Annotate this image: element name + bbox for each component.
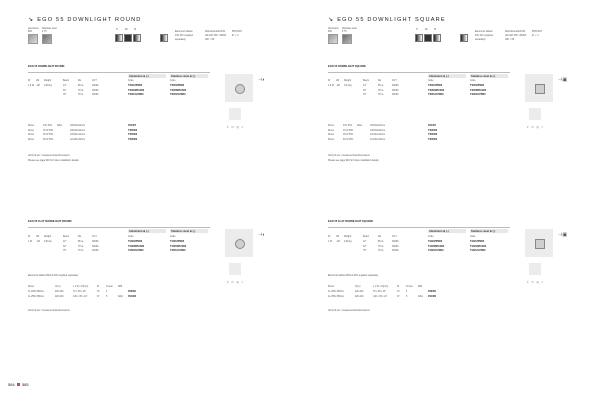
product-code: T4420ZLPW00 bbox=[428, 250, 444, 252]
table-cell: 76° bbox=[363, 94, 367, 96]
dimension-drawing-icon: ⊣▣ bbox=[558, 77, 568, 83]
column-header: Beam bbox=[63, 236, 70, 238]
finish-code: #09 bbox=[28, 31, 32, 33]
table-cell: 32° bbox=[363, 89, 367, 92]
table-cell: 3000K bbox=[92, 85, 99, 87]
table-cell: 3000K bbox=[392, 250, 399, 252]
spec-line: LW-LW/ 3W/ >3000K bbox=[505, 35, 527, 37]
column-header: Code bbox=[470, 80, 476, 82]
finish-header: Stainless steel ⊗ (-) bbox=[471, 229, 496, 233]
footnote: Please see page 940 for fixture installation details bbox=[28, 160, 79, 162]
column-header: W bbox=[28, 236, 31, 238]
column-header: Code bbox=[170, 236, 176, 238]
table-cell: 12° bbox=[63, 241, 67, 243]
driver-cell: 30 W PS1 bbox=[343, 134, 354, 136]
page-number-left: 584 bbox=[8, 382, 15, 387]
driver-cell: 1L 18W 350mA bbox=[328, 291, 344, 293]
driver-cell: 4 bbox=[406, 291, 408, 293]
table-cell: 78 ra bbox=[78, 245, 84, 248]
table-cell: 32° bbox=[63, 89, 67, 92]
table-cell: 78 ra bbox=[78, 94, 84, 96]
column-header: LM bbox=[336, 236, 340, 238]
page-title bbox=[328, 17, 446, 24]
column-header: CCT bbox=[92, 236, 97, 238]
finish-code: #09 bbox=[328, 31, 332, 33]
column-header: LM bbox=[336, 80, 340, 82]
fixture-shape bbox=[235, 239, 245, 249]
beam-diagram-icon bbox=[133, 34, 141, 42]
driver-cell: 15 bbox=[97, 291, 100, 293]
page-title-text: EGO 55 DOWNLIGHT ROUND bbox=[37, 17, 142, 23]
finish-swatch bbox=[28, 34, 38, 44]
product-code: T4030ZPW00 bbox=[470, 85, 485, 87]
footnote: Verify lit acc / measured total dimensions bbox=[28, 155, 70, 157]
product-code: T4000ZPW00 bbox=[170, 85, 185, 87]
beam-diagram-icon bbox=[424, 34, 432, 42]
dimension-drawing-icon: ⊣◐ bbox=[258, 232, 266, 238]
finish-header-bar bbox=[128, 74, 166, 78]
driver-code: ZS3081 bbox=[428, 291, 437, 293]
table-cell: 3000K bbox=[92, 94, 99, 96]
section-title: EGO 55 DOWNLIGHT SQUARE bbox=[328, 65, 366, 68]
finish-header-bar bbox=[170, 229, 208, 233]
product-photo bbox=[525, 74, 553, 102]
column-header: W bbox=[328, 80, 331, 82]
table-cell: 85 ra bbox=[378, 241, 384, 243]
spec-line: 24V DC/ supplied bbox=[175, 35, 193, 37]
beam-diagram-icon bbox=[124, 34, 132, 42]
driver-header: W bbox=[97, 286, 100, 288]
product-code: T4420ZPW00 bbox=[428, 241, 443, 243]
driver-cell: 24V PS1 bbox=[343, 125, 353, 127]
table-cell: 0,34 kg bbox=[344, 85, 352, 87]
beam-label: IM bbox=[125, 29, 128, 31]
driver-cell: Driver bbox=[328, 125, 335, 127]
column-header: CCT bbox=[392, 80, 397, 82]
column-header: Ra bbox=[378, 236, 381, 238]
table-cell: ~80 bbox=[336, 85, 340, 87]
beam-label: H bbox=[116, 29, 118, 31]
driver-cell: 15 W PS1 bbox=[43, 129, 54, 132]
column-header: Beam bbox=[363, 80, 370, 82]
product-code: T4400ZPW00 bbox=[128, 241, 143, 243]
certification-icons: ℂ ▭ ◎ ✓ bbox=[227, 125, 245, 129]
dimension-drawing-icon: ⊣◐ bbox=[258, 77, 266, 83]
spec-line: IP65 IK07 bbox=[532, 31, 543, 33]
table-cell: 1,6 W bbox=[28, 85, 34, 87]
section-rule bbox=[328, 72, 510, 73]
beam-diagram-icon bbox=[115, 34, 123, 42]
driver-cell: 24V PS1 bbox=[43, 125, 53, 127]
column-header: W bbox=[28, 80, 31, 82]
column-header: CCT bbox=[92, 80, 97, 82]
table-cell: 85 ra bbox=[78, 85, 84, 87]
table-cell: 3000K bbox=[392, 89, 399, 92]
driver-cell: 1L 18W 350mA bbox=[28, 291, 44, 293]
column-header: Code bbox=[170, 80, 176, 82]
finish-header: Aluminium ⊗ (-) bbox=[429, 74, 449, 78]
driver-cell: 1L 25W 350mA bbox=[328, 295, 344, 298]
finish-label: Stainless steel bbox=[342, 28, 357, 30]
table-cell: 76° bbox=[363, 250, 367, 252]
finish-header: Stainless steel ⊗ (-) bbox=[171, 74, 196, 78]
finish-label: Aluminium bbox=[28, 28, 39, 30]
table-cell: 3000K bbox=[92, 89, 99, 92]
driver-header: W bbox=[397, 286, 400, 288]
driver-cell: Driver bbox=[28, 129, 35, 132]
driver-cell: 37 bbox=[397, 295, 400, 298]
driver-cell: 1L 25W 350mA bbox=[28, 295, 44, 298]
certification-icons: ℂ ▭ ◎ ✓ bbox=[527, 280, 545, 284]
certification-icons: ℂ ▭ ◎ ✓ bbox=[527, 125, 545, 129]
finish-swatch bbox=[42, 34, 52, 44]
finish-label: Stainless steel bbox=[42, 28, 57, 30]
driver-code: T400006 bbox=[128, 129, 138, 132]
column-header: CCT bbox=[392, 236, 397, 238]
product-code: T4031ZPW00 bbox=[428, 85, 443, 87]
product-code: T4031ZLPW00 bbox=[428, 94, 444, 96]
spec-line: CRI > 80 bbox=[505, 39, 515, 41]
finish-header-bar bbox=[128, 229, 166, 233]
finish-code: # 75 bbox=[42, 31, 47, 33]
table-cell: 32° bbox=[63, 245, 67, 248]
column-header: Weight bbox=[344, 80, 352, 82]
table-cell: 1,6 W bbox=[328, 85, 334, 87]
product-code: T4001ZLPW00 bbox=[128, 94, 144, 96]
driver-header: L x W x H(mm) bbox=[373, 286, 389, 288]
driver-cell: 220-240 bbox=[355, 295, 364, 298]
driver-cell: 15 W PS1 bbox=[343, 129, 354, 132]
column-header: Code bbox=[128, 80, 134, 82]
column-header: Ra bbox=[378, 80, 381, 82]
driver-code: ZS1082 bbox=[428, 295, 437, 298]
spec-line: separately bbox=[475, 39, 486, 41]
spec-line: 24V DC/ supplied bbox=[475, 35, 493, 37]
spec-line: Warm/Neutral/CCM bbox=[505, 31, 525, 33]
driver-code: ZS3081 bbox=[128, 291, 137, 293]
section-title: EGO 55 FLAT DOWNLIGHT ROUND bbox=[28, 220, 72, 223]
section-rule bbox=[328, 227, 510, 228]
product-photo bbox=[225, 229, 253, 257]
beam-label: IS bbox=[434, 29, 437, 31]
driver-code: T400006 bbox=[428, 129, 438, 132]
driver-header: N.max bbox=[406, 286, 413, 288]
page-title-text: EGO 55 DOWNLIGHT SQUARE bbox=[337, 17, 446, 23]
footnote: Verify lit acc / measured total dimensions bbox=[328, 310, 370, 312]
product-code: T4401ZPW00 bbox=[170, 241, 185, 243]
driver-header: DIM bbox=[118, 286, 123, 288]
table-cell: 78 ra bbox=[378, 89, 384, 92]
finish-header-bar bbox=[428, 74, 466, 78]
footnote: Electronic ballast 350mA 30V supplied separately bbox=[28, 275, 79, 277]
column-header: Weight bbox=[44, 236, 52, 238]
finish-header: Aluminium ⊗ (-) bbox=[129, 229, 149, 233]
spec-line: IP65 IK07 bbox=[232, 31, 243, 33]
finish-header: Stainless steel ⊗ (-) bbox=[171, 229, 196, 233]
spec-line: IK ✓ ▾ bbox=[532, 35, 539, 37]
product-code: T4031WPLW00 bbox=[428, 89, 445, 92]
section-title: EGO 55 DOWNLIGHT ROUND bbox=[28, 65, 65, 68]
driver-cell: 220-240 bbox=[55, 295, 64, 298]
product-code: T4001WPLW00 bbox=[128, 89, 145, 92]
certification-icons: ℂ ▭ ◎ ✓ bbox=[227, 280, 245, 284]
footnote: Verify lit acc / measured total dimensions bbox=[328, 155, 370, 157]
spec-line: Warm/Neutral/CCM bbox=[205, 31, 225, 33]
driver-code: T400009 bbox=[428, 138, 438, 141]
driver-cell: 105x32x22mm bbox=[370, 129, 386, 132]
finish-swatch bbox=[342, 34, 352, 44]
fixture-shape bbox=[235, 84, 245, 94]
luminaire-front-view bbox=[229, 263, 241, 275]
table-cell: 85 ra bbox=[378, 85, 384, 87]
beam-diagram-icon bbox=[415, 34, 423, 42]
finish-label: Aluminium bbox=[328, 28, 339, 30]
driver-cell: 4 bbox=[106, 291, 108, 293]
product-photo bbox=[225, 74, 253, 102]
arrow-icon: ↘ bbox=[328, 17, 335, 23]
finish-header: Aluminium ⊗ (-) bbox=[429, 229, 449, 233]
table-cell: 3000K bbox=[392, 245, 399, 248]
driver-cell: 140 x 35 x 23 bbox=[73, 295, 87, 298]
product-code: T4000WPLW00 bbox=[170, 89, 187, 92]
section-rule bbox=[28, 72, 210, 73]
driver-cell: 76 x 38 x 25 bbox=[73, 291, 86, 293]
spec-line: LW-LW/ 3W/ >3000K bbox=[205, 35, 227, 37]
table-cell: ~65 bbox=[336, 241, 340, 243]
spec-line: CRI > 80 bbox=[205, 39, 215, 41]
luminaire-front-view bbox=[529, 108, 541, 120]
column-header: Beam bbox=[363, 236, 370, 238]
section-title: EGO 55 FLAT DOWNLIGHT SQUARE bbox=[328, 220, 374, 223]
driver-code: T400008 bbox=[128, 134, 138, 136]
table-cell: ~80 bbox=[36, 85, 40, 87]
finish-header: Aluminium ⊗ (-) bbox=[129, 74, 149, 78]
finish-header-bar bbox=[470, 229, 508, 233]
beam-label: IM bbox=[425, 29, 428, 31]
driver-cell: DALI bbox=[357, 125, 363, 127]
column-header: Code bbox=[428, 236, 434, 238]
beam-diagram-icon bbox=[160, 34, 168, 42]
driver-code: ZS1082 bbox=[128, 295, 137, 298]
driver-cell: Driver bbox=[28, 125, 35, 127]
page-divider-mark bbox=[17, 383, 20, 386]
luminaire-front-view bbox=[529, 263, 541, 275]
driver-code: T400009 bbox=[128, 138, 138, 141]
driver-cell: Driver bbox=[28, 138, 35, 141]
table-cell: 85 ra bbox=[78, 241, 84, 243]
product-code: T4030WPLW00 bbox=[470, 89, 487, 92]
dimension-drawing-icon: ⊣▣ bbox=[558, 232, 568, 238]
beam-label: IS bbox=[134, 29, 137, 31]
driver-header: Driver bbox=[28, 286, 35, 288]
footnote: Please see page 940 for fixture installation details bbox=[328, 160, 379, 162]
section-rule bbox=[28, 227, 210, 228]
beam-diagram-icon bbox=[433, 34, 441, 42]
finish-header-bar bbox=[428, 229, 466, 233]
driver-cell: 105x32x22mm bbox=[70, 129, 86, 132]
table-cell: 3000K bbox=[92, 250, 99, 252]
table-cell: 14° bbox=[363, 85, 367, 87]
table-cell: 3000K bbox=[92, 241, 99, 243]
driver-code: ZS1307 bbox=[128, 125, 137, 127]
table-cell: 78 ra bbox=[378, 250, 384, 252]
driver-cell: 140 x 35 x 23 bbox=[373, 295, 387, 298]
finish-header-bar bbox=[470, 74, 508, 78]
column-header: Ra bbox=[78, 236, 81, 238]
driver-cell: 220-240 bbox=[55, 291, 64, 293]
page-numbers bbox=[8, 382, 29, 387]
table-cell: 3000K bbox=[392, 85, 399, 87]
table-cell: 12° bbox=[363, 241, 367, 243]
driver-cell: 220-240 bbox=[355, 291, 364, 293]
driver-cell: 30 W PS1 bbox=[43, 134, 54, 136]
table-cell: 3000K bbox=[392, 241, 399, 243]
product-code: T4421WPLW00 bbox=[470, 245, 487, 248]
driver-cell: Driver bbox=[328, 138, 335, 141]
product-code: T4421ZPW00 bbox=[470, 241, 485, 243]
driver-header: L x W x H(mm) bbox=[73, 286, 89, 288]
table-cell: 0,26 kg bbox=[44, 241, 52, 243]
driver-cell: Driver bbox=[328, 134, 335, 136]
product-code: T4401WPLW00 bbox=[170, 245, 187, 248]
column-header: Weight bbox=[344, 236, 352, 238]
driver-cell: Driver bbox=[28, 134, 35, 136]
table-cell: 78 ra bbox=[78, 250, 84, 252]
driver-cell: 105x32x22mm bbox=[70, 125, 86, 127]
column-header: Ra bbox=[78, 80, 81, 82]
product-code: T4400WPLW00 bbox=[128, 245, 145, 248]
driver-cell: 60 W PS1 bbox=[43, 138, 54, 141]
driver-cell: 105x32x22mm bbox=[370, 125, 386, 127]
table-cell: 1 W bbox=[28, 241, 33, 243]
table-cell: 0,28 kg bbox=[344, 241, 352, 243]
product-code: T4421ZLPW00 bbox=[470, 250, 486, 252]
product-code: T4030ZLPW00 bbox=[470, 94, 486, 96]
product-photo bbox=[525, 229, 553, 257]
table-cell: 78 ra bbox=[378, 245, 384, 248]
arrow-icon: ↘ bbox=[28, 17, 35, 23]
driver-header: V(cc) bbox=[55, 286, 61, 288]
page-number-right: 585 bbox=[21, 382, 29, 387]
driver-cell: 5 bbox=[406, 295, 408, 298]
finish-swatch bbox=[328, 34, 338, 44]
product-code: T4400ZLPW00 bbox=[128, 250, 144, 252]
driver-cell: Driver bbox=[328, 129, 335, 132]
finish-header-bar bbox=[170, 74, 208, 78]
table-cell: ~65 bbox=[36, 241, 40, 243]
table-cell: 3000K bbox=[92, 245, 99, 248]
driver-header: DIM bbox=[418, 286, 423, 288]
table-cell: 78 ra bbox=[78, 89, 84, 92]
spec-line: IK ✓ ▾ bbox=[232, 35, 239, 37]
driver-cell: DALI bbox=[418, 295, 424, 298]
column-header: Beam bbox=[63, 80, 70, 82]
beam-diagram-icon bbox=[460, 34, 468, 42]
driver-cell: 121x61x30mm bbox=[370, 138, 386, 141]
spec-line: Electronic ballast bbox=[175, 31, 193, 33]
luminaire-front-view bbox=[229, 108, 241, 120]
page-title bbox=[28, 17, 142, 24]
column-header: LM bbox=[36, 80, 40, 82]
driver-cell: 121x61x30mm bbox=[70, 138, 86, 141]
column-header: LM bbox=[36, 236, 40, 238]
driver-cell: DALI bbox=[57, 125, 63, 127]
driver-code: ZS1307 bbox=[428, 125, 437, 127]
column-header: W bbox=[328, 236, 331, 238]
column-header: Code bbox=[470, 236, 476, 238]
table-cell: 32° bbox=[363, 245, 367, 248]
footnote: Verify lit acc / measured total dimensions bbox=[28, 310, 70, 312]
product-code: T4420WPLW00 bbox=[428, 245, 445, 248]
spec-line: separately bbox=[175, 39, 186, 41]
column-header: Weight bbox=[44, 80, 52, 82]
driver-cell: 60 W PS1 bbox=[343, 138, 354, 141]
driver-header: Driver bbox=[328, 286, 335, 288]
spec-line: Electronic ballast bbox=[475, 31, 493, 33]
driver-cell: 76 x 38 x 25 bbox=[373, 291, 386, 293]
fixture-shape bbox=[535, 84, 545, 94]
table-cell: 14° bbox=[63, 85, 67, 87]
driver-header: N.max bbox=[106, 286, 113, 288]
driver-cell: 15 bbox=[397, 291, 400, 293]
catalog-page-right bbox=[300, 0, 600, 405]
driver-cell: 122x41x22mm bbox=[370, 134, 386, 136]
driver-cell: DALI bbox=[118, 295, 124, 298]
table-cell: 78 ra bbox=[378, 94, 384, 96]
table-cell: 0,28 kg bbox=[44, 85, 52, 87]
product-code: T4401ZLPW00 bbox=[170, 250, 186, 252]
finish-header: Stainless steel ⊗ (-) bbox=[471, 74, 496, 78]
driver-cell: 122x41x22mm bbox=[70, 134, 86, 136]
fixture-shape bbox=[535, 239, 545, 249]
finish-code: # 75 bbox=[342, 31, 347, 33]
table-cell: 76° bbox=[63, 94, 67, 96]
driver-header: V(cc) bbox=[355, 286, 361, 288]
product-code: T4000ZLPW00 bbox=[170, 94, 186, 96]
beam-label: H bbox=[416, 29, 418, 31]
product-code: T4001ZPW00 bbox=[128, 85, 143, 87]
table-cell: 76° bbox=[63, 250, 67, 252]
column-header: Code bbox=[428, 80, 434, 82]
driver-code: T400008 bbox=[428, 134, 438, 136]
driver-cell: 37 bbox=[97, 295, 100, 298]
footnote: Electronic ballast 350mA 30V supplied separately bbox=[328, 275, 379, 277]
table-cell: 1 W bbox=[328, 241, 333, 243]
table-cell: 3000K bbox=[392, 94, 399, 96]
driver-cell: 5 bbox=[106, 295, 108, 298]
column-header: Code bbox=[128, 236, 134, 238]
